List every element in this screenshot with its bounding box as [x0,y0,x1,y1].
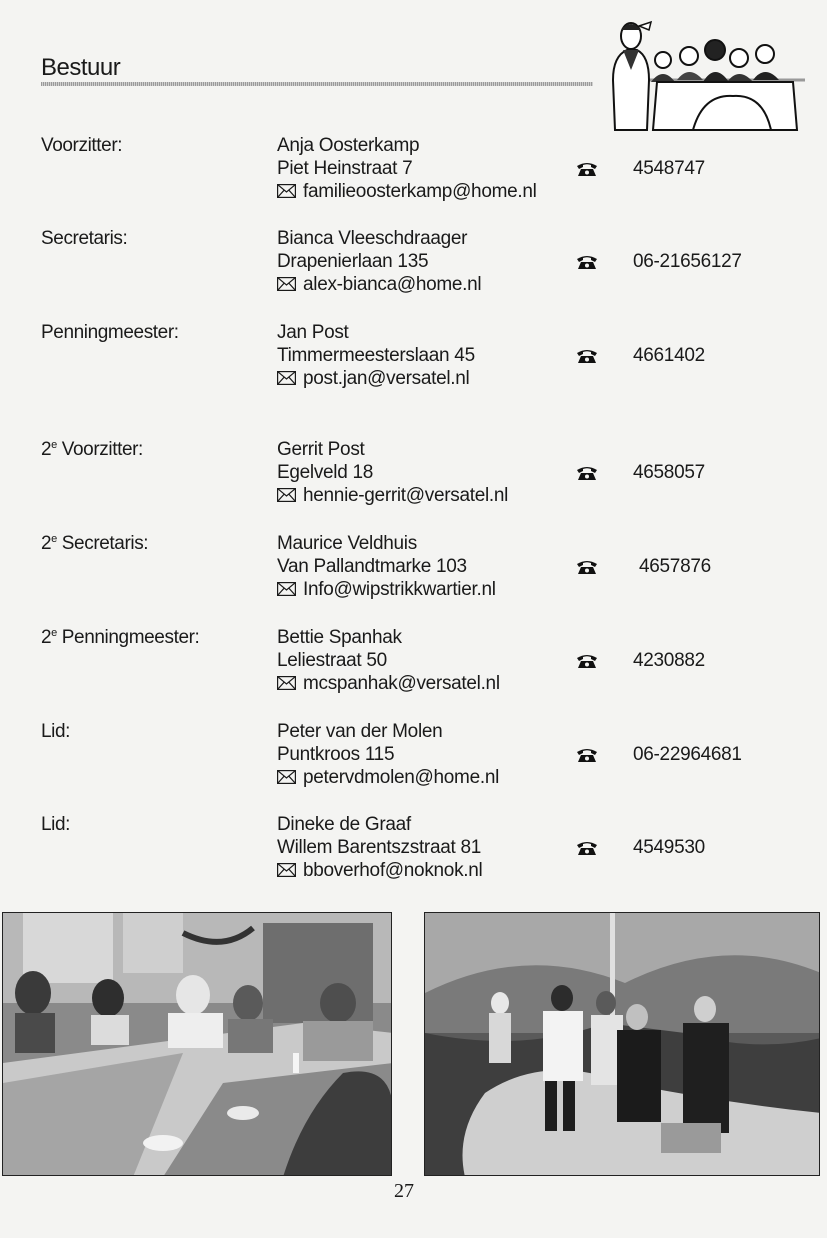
member-email[interactable]: bboverhof@noknok.nl [277,860,482,882]
member-email[interactable]: mcspanhak@versatel.nl [277,673,500,695]
member-email[interactable]: petervdmolen@home.nl [277,767,499,789]
board-member-entry [0,533,827,605]
member-email[interactable]: hennie-gerrit@versatel.nl [277,485,508,507]
role-label: Lid: [41,814,71,835]
member-street: Willem Barentszstraat 81 [277,837,481,858]
walking-group-photo [424,912,820,1176]
role-label: Voorzitter: [41,135,123,156]
member-street: Drapenierlaan 135 [277,251,429,272]
member-name: Anja Oosterkamp [277,135,420,156]
member-email[interactable]: post.jan@versatel.nl [277,368,469,390]
member-street: Van Pallandtmarke 103 [277,556,467,577]
member-street: Timmermeesterslaan 45 [277,345,475,366]
role-label: Secretaris: [41,228,128,249]
envelope-icon [277,488,296,502]
member-email[interactable]: Info@wipstrikkwartier.nl [277,579,496,601]
board-member-entry [0,439,827,511]
envelope-icon [277,770,296,784]
member-phone: 06-22964681 [633,744,742,765]
meeting-photo [2,912,392,1176]
member-phone: 4548747 [633,158,705,179]
member-phone: 4230882 [633,650,705,671]
board-member-entry [0,135,827,207]
member-name: Peter van der Molen [277,721,443,742]
member-phone: 06-21656127 [633,251,742,272]
board-member-entry [0,721,827,793]
board-member-entry [0,228,827,300]
telephone-icon [576,465,598,481]
member-street: Egelveld 18 [277,462,373,483]
telephone-icon [576,254,598,270]
member-street: Leliestraat 50 [277,650,387,671]
member-name: Bianca Vleeschdraager [277,228,468,249]
member-email[interactable]: familieoosterkamp@home.nl [277,181,537,203]
board-member-entry [0,627,827,699]
board-member-entry [0,322,827,394]
member-name: Dineke de Graaf [277,814,411,835]
member-street: Puntkroos 115 [277,744,395,765]
member-phone: 4549530 [633,837,705,858]
member-name: Jan Post [277,322,349,343]
envelope-icon [277,582,296,596]
member-phone: 4657876 [639,556,711,577]
telephone-icon [576,161,598,177]
meeting-cartoon-illustration [593,10,808,132]
telephone-icon [576,747,598,763]
role-label: Lid: [41,721,71,742]
member-phone: 4661402 [633,345,705,366]
envelope-icon [277,371,296,385]
telephone-icon [576,348,598,364]
member-name: Bettie Spanhak [277,627,402,648]
telephone-icon [576,840,598,856]
member-name: Gerrit Post [277,439,365,460]
board-member-entry [0,814,827,886]
role-label: 2e Voorzitter: [41,439,143,460]
envelope-icon [277,863,296,877]
page-number: 27 [394,1180,414,1202]
role-label: 2e Penningmeester: [41,627,200,648]
envelope-icon [277,184,296,198]
envelope-icon [277,676,296,690]
role-label: Penningmeester: [41,322,179,343]
envelope-icon [277,277,296,291]
member-email[interactable]: alex-bianca@home.nl [277,274,481,296]
page-heading: Bestuur [41,54,121,81]
role-label: 2e Secretaris: [41,533,149,554]
telephone-icon [576,559,598,575]
member-name: Maurice Veldhuis [277,533,417,554]
member-street: Piet Heinstraat 7 [277,158,413,179]
member-phone: 4658057 [633,462,705,483]
telephone-icon [576,653,598,669]
